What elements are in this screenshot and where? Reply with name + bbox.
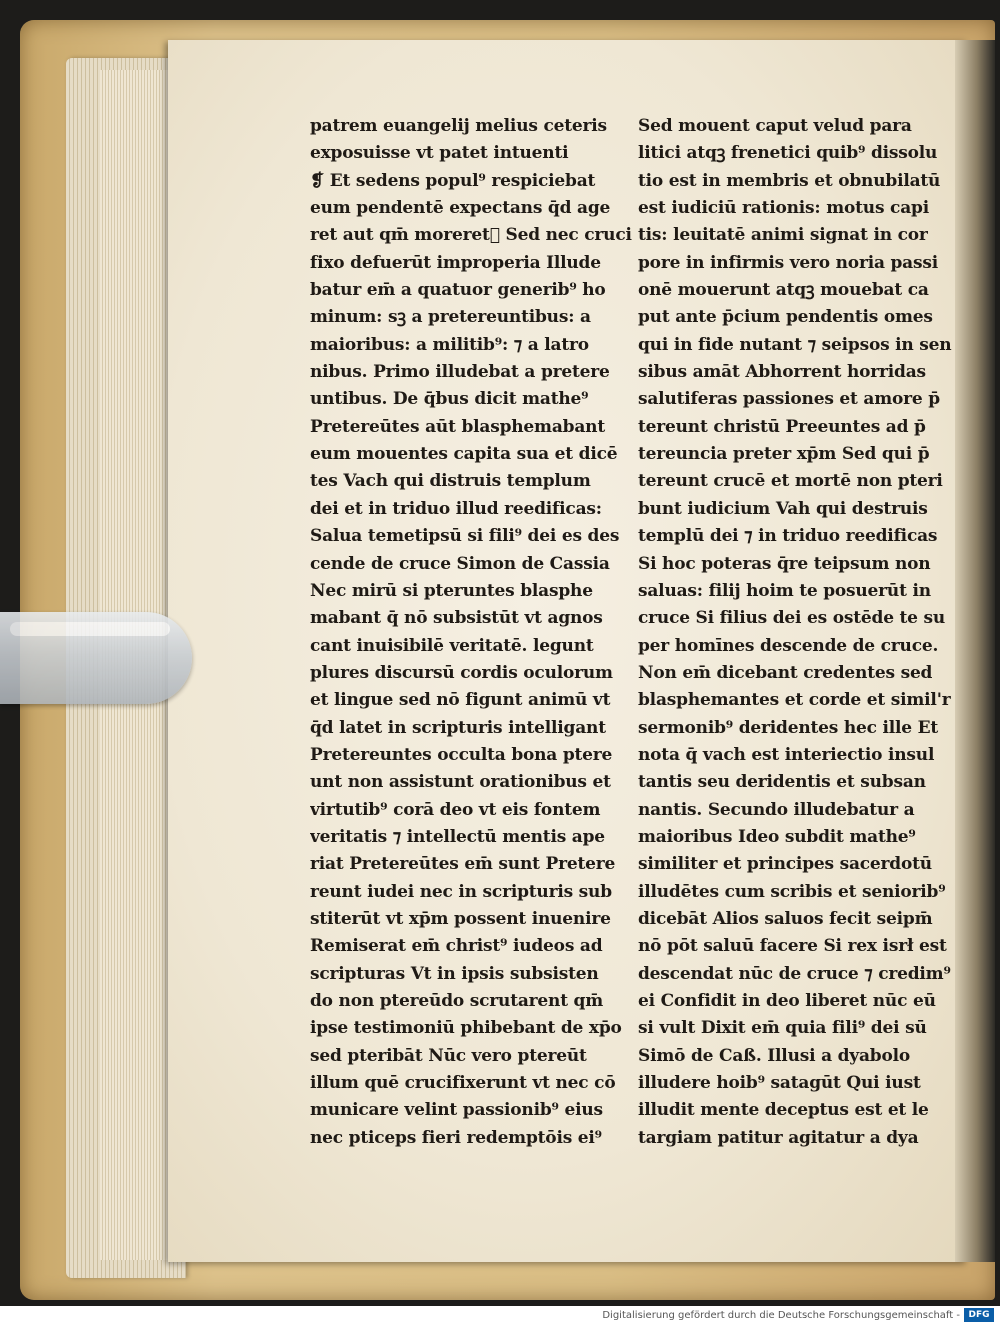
right-column-line: dicebāt Alios saluos fecit seipm̄ (638, 908, 933, 929)
footer-credit: Digitalisierung gefördert durch die Deutsche Forschungsgemeinschaft - (602, 1310, 960, 1321)
right-column-line: tis: leuitatē animi signat in cor (638, 225, 928, 246)
right-column-line: tio est in membris et obnubilatū (638, 170, 941, 191)
left-column-line: eum pendentē expectans q̄d age (310, 198, 611, 219)
left-column-line: Salua temetipsū si fili⁹ dei es des (310, 526, 620, 547)
left-column-line: virtutib⁹ corā deo vt eis fontem (310, 799, 601, 820)
left-column-line: sed pteribāt Nūc vero ptereūt (310, 1045, 587, 1066)
right-column-line: litici atqꝫ frenetici quib⁹ dissolu (638, 143, 938, 164)
left-column-line: illum quē crucifixerunt vt nec cō (310, 1073, 616, 1094)
left-column-line: cende de cruce Simon de Cassia (310, 553, 610, 574)
right-column-line: nantis. Secundo illudebatur a (638, 799, 915, 820)
left-column-line: fixo defuerūt improperia Illude (310, 252, 601, 273)
left-column-line: maioribus: a militib⁹: ⁊ a latro (310, 334, 589, 355)
left-column-line: nec pticeps fieri redemptōis ei⁹ (310, 1127, 602, 1148)
left-column-line: plures discursū cordis oculorum (310, 662, 613, 683)
right-column-line: sibus amāt Abhorrent horridas (638, 362, 926, 383)
right-column-line: maioribus Ideo subdit mathe⁹ (638, 826, 916, 847)
right-text-column (638, 113, 956, 1152)
right-column-line: targiam patitur agitatur a dya (638, 1127, 919, 1148)
right-column-line: cruce Si filius dei es ostēde te su (638, 608, 946, 629)
right-column-line: est iudiciū rationis: motus capi (638, 198, 929, 219)
left-column-line: stiterūt vt xp̄m possent inuenire (310, 908, 611, 929)
left-column-line: exposuisse vt patet intuenti (310, 143, 569, 164)
right-column-line: per homīnes descende de cruce. (638, 635, 939, 656)
left-column-line: et lingue sed nō figunt animū vt (310, 690, 611, 711)
right-column-line: Simō de Caß. Illusi a dyabolo (638, 1045, 911, 1066)
left-column-line: riat Pretereūtes em̄ sunt Pretere (310, 854, 616, 875)
left-column-line: patrem euangelij melius ceteris (310, 116, 607, 136)
right-column-line: Sed mouent caput velud para (638, 116, 912, 136)
left-column-line: do non ptereūdo scrutarent qm̄ (310, 991, 604, 1011)
left-column-line: Pretereūtes aūt blasphemabant (310, 416, 605, 437)
left-column-line: dei et in triduo illud reedificas: (310, 498, 602, 519)
left-column-line: minum: sꝫ a pretereuntibus: a (310, 307, 591, 328)
book-gutter (955, 40, 995, 1262)
left-column-line: unt non assistunt orationibus et (310, 772, 611, 793)
left-column-line: nibus. Primo illudebat a pretere (310, 362, 610, 383)
left-column-line: Nec mirū si pteruntes blasphe (310, 580, 593, 601)
right-column-line: Non em̄ dicebant credentes sed (638, 662, 933, 683)
right-column-line: tereunt christū Preeuntes ad p̄ (638, 416, 926, 437)
right-column-line: tereunt crucē et mortē non pteri (638, 471, 943, 492)
left-column-line: untibus. De q̄bus dicit mathe⁹ (310, 389, 589, 410)
left-column-line: batur em̄ a quatuor generib⁹ ho (310, 280, 606, 301)
left-column-line: municare velint passionib⁹ eius (310, 1100, 603, 1121)
right-column-line: nota q̄ vach est interiectio insul (638, 744, 935, 765)
right-column-line: illudētes cum scribis et seniorib⁹ (638, 881, 946, 902)
left-column-line: ret aut qm̄ moreretᷓ Sed nec cruci (310, 225, 632, 246)
left-column-line: scripturas Vt in ipsis subsisten (310, 963, 599, 984)
left-column-line: eum mouentes capita sua et dicē (310, 444, 618, 465)
right-column-line: si vult Dixit em̄ quia fili⁹ dei sū (638, 1018, 927, 1039)
right-column-line: nō pōt saluū facere Si rex isrł est (638, 936, 947, 957)
right-column-line: blasphemantes et corde et simil'r (638, 690, 951, 711)
right-column-line: salutiferas passiones et amore p̄ (638, 389, 940, 410)
right-column-line: descendat nūc de cruce ⁊ credim⁹ (638, 963, 951, 984)
left-text-column (310, 113, 632, 1152)
right-column-line: bunt iudicium Vah qui destruis (638, 498, 928, 519)
left-column-line: tes Vach qui distruis templum (310, 471, 591, 492)
right-column-line: tantis seu deridentis et subsan (638, 772, 926, 793)
left-column-line: reunt iudei nec in scripturis sub (310, 881, 612, 902)
left-column-line: Pretereuntes occulta bona ptere (310, 744, 613, 765)
right-column-line: tereuncia preter xp̄m Sed qui p̄ (638, 444, 930, 465)
left-column-line: cant inuisibilē veritatē. legunt (310, 635, 594, 656)
right-column-line: illudit mente deceptus est et le (638, 1100, 929, 1121)
left-column-line: ❡ Et sedens popul⁹ respiciebat (310, 170, 596, 191)
right-column-line: qui in fide nutant ⁊ seipsos in sen (638, 334, 952, 355)
right-column-line: saluas: filij hoim te posuerūt in (638, 580, 931, 601)
right-column-line: ei Confidit in deo liberet nūc eū (638, 991, 936, 1011)
left-column-line: Remiserat em̄ christ⁹ iudeos ad (310, 936, 603, 957)
right-column-line: onē mouerunt atqꝫ mouebat ca (638, 280, 929, 301)
left-column-line: ipse testimoniū phibebant de xp̄o (310, 1018, 622, 1039)
right-column-line: Si hoc poteras q̄re teipsum non (638, 553, 931, 574)
right-column-line: similiter et principes sacerdotū (638, 854, 932, 875)
left-column-line: q̄d latet in scripturis intelligant (310, 717, 606, 738)
dfg-logo: DFG (964, 1308, 994, 1322)
right-column-line: illudere hoib⁹ satagūt Qui iust (638, 1073, 921, 1094)
right-column-line: sermonib⁹ deridentes hec ille Et (638, 717, 939, 738)
left-column-line: mabant q̄ nō subsistūt vt agnos (310, 608, 603, 629)
right-column-line: templū dei ⁊ in triduo reedificas (638, 526, 938, 547)
right-column-line: put ante p̄cium pendentis omes (638, 307, 933, 328)
left-column-line: veritatis ⁊ intellectū mentis ape (310, 826, 605, 847)
right-column-line: pore in infirmis vero noria passi (638, 252, 938, 273)
page-clip (0, 612, 192, 704)
